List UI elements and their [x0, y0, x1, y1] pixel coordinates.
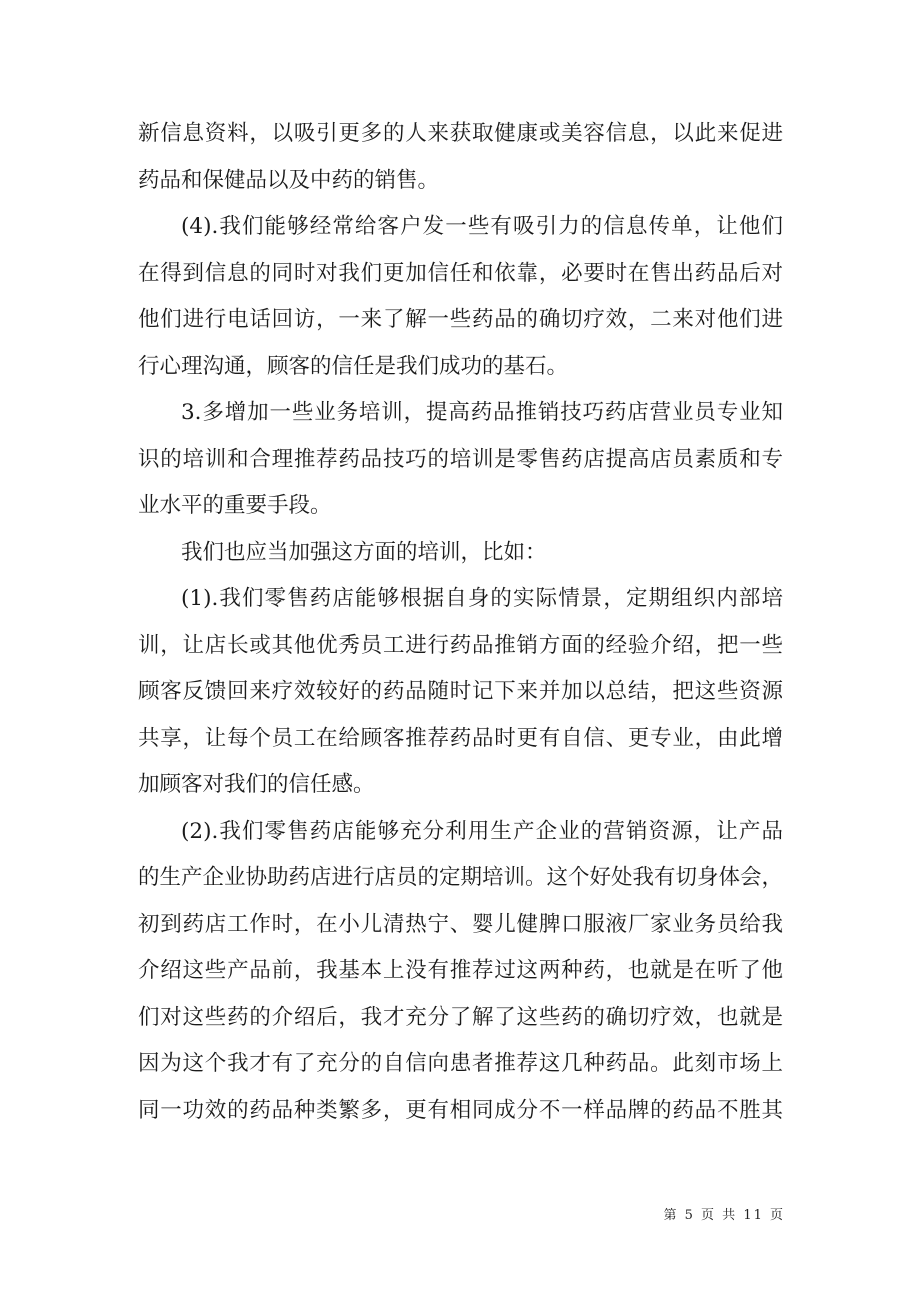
- text-line: 新信息资料，以吸引更多的人来获取健康或美容信息，以此来促进: [138, 121, 783, 146]
- text-line: 们对这些药的介绍后，我才充分了解了这些药的确切疗效，也就是: [138, 1004, 783, 1030]
- text-line: 3.多增加一些业务培训，提高药品推销技巧药店营业员专业知: [181, 400, 783, 425]
- text-line: 识的培训和合理推荐药品技巧的培训是零售药店提高店员素质和专: [138, 446, 783, 472]
- text-line: 因为这个我才有了充分的自信向患者推荐这几种药品。此刻市场上: [138, 1051, 783, 1076]
- paragraph-intro: [138, 530, 783, 577]
- text-line: 业水平的重要手段。: [138, 493, 332, 518]
- text-line: (1).我们零售药店能够根据自身的实际情景，定期组织内部培: [181, 586, 783, 611]
- text-line: 共享，让每个员工在给顾客推荐药品时更有自信、更专业，由此增: [138, 725, 783, 751]
- text-line: 加顾客对我们的信任感。: [138, 772, 375, 797]
- paragraph-point-2: [138, 809, 783, 1135]
- text-line: 同一功效的药品种类繁多，更有相同成分不一样品牌的药品不胜其: [138, 1097, 783, 1123]
- text-line: 行心理沟通，顾客的信任是我们成功的基石。: [138, 353, 569, 379]
- paragraph-point-4: [138, 204, 783, 390]
- text-line: 他们进行电话回访，一来了解一些药品的确切疗效，二来对他们进: [138, 307, 783, 332]
- text-line: 我们也应当加强这方面的培训，比如：: [181, 539, 547, 565]
- text-line: 的生产企业协助药店进行店员的定期培训。这个好处我有切身体会，: [138, 865, 784, 890]
- text-line: 训，让店长或其他优秀员工进行药品推销方面的经验介绍，把一些: [138, 632, 783, 658]
- page-number: 第 5 页 共 11 页: [663, 1208, 785, 1223]
- paragraph-continued: [138, 111, 783, 204]
- text-line: (2).我们零售药店能够充分利用生产企业的营销资源，让产品: [181, 818, 783, 844]
- paragraph-section-3: [138, 390, 783, 530]
- text-line: 初到药店工作时，在小儿清热宁、婴儿健脾口服液厂家业务员给我: [138, 911, 783, 937]
- text-line: 介绍这些产品前，我基本上没有推荐过这两种药，也就是在听了他: [138, 958, 783, 983]
- paragraph-point-1: [138, 576, 783, 809]
- text-line: (4).我们能够经常给客户发一些有吸引力的信息传单，让他们: [181, 214, 783, 239]
- text-line: 顾客反馈回来疗效较好的药品随时记下来并加以总结，把这些资源: [138, 679, 783, 704]
- document-body: [138, 111, 783, 1134]
- text-line: 在得到信息的同时对我们更加信任和依靠，必要时在售出药品后对: [138, 260, 783, 286]
- text-line: 药品和保健品以及中药的销售。: [138, 167, 440, 193]
